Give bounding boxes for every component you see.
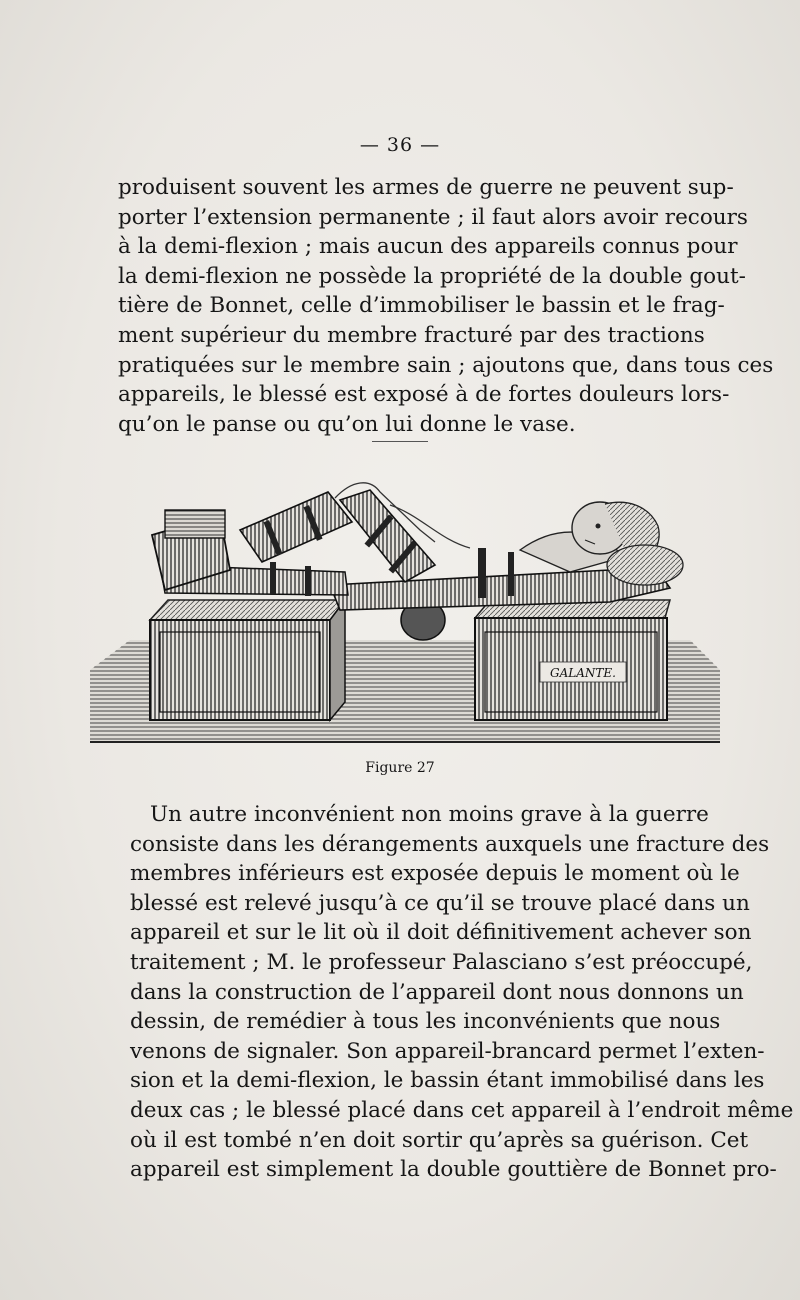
figure-caption: Figure 27 <box>365 760 435 776</box>
text-line: qu’on le panse ou qu’on lui donne le vase. <box>118 411 576 437</box>
left-box <box>150 600 345 720</box>
text-line: dans la construction de l’appareil dont nous donnons un <box>130 979 744 1005</box>
paragraph-2 <box>130 800 794 1185</box>
text-line: Un autre inconvénient non moins grave à la guerre <box>150 802 709 827</box>
page-number: — 36 — <box>359 134 441 156</box>
text-line: appareil et sur le lit où il doit définitivement achever son <box>130 920 752 946</box>
text-line: venons de signaler. Son appareil-brancard permet l’exten- <box>130 1038 765 1064</box>
text-line: pratiquées sur le membre sain ; ajoutons que, dans tous ces <box>118 352 774 378</box>
text-line: appareils, le blessé est exposé à de fortes douleurs lors- <box>118 382 730 408</box>
figure-illustration <box>90 470 720 750</box>
text-line: blessé est relevé jusqu’à ce qu’il se trouve placé dans un <box>130 890 750 916</box>
text-line: porter l’extension permanente ; il faut alors avoir recours <box>118 204 748 230</box>
text-line: appareil est simplement la double gouttière de Bonnet pro- <box>130 1157 777 1183</box>
text-line: membres inférieurs est exposée depuis le moment où le <box>130 861 740 887</box>
text-line: traitement ; M. le professeur Palasciano s’est préoccupé, <box>130 949 753 975</box>
text-line: sion et la demi-flexion, le bassin étant immobilisé dans les <box>130 1068 765 1094</box>
text-line: la demi-flexion ne possède la propriété de la double gout- <box>118 263 746 289</box>
text-line: produisent souvent les armes de guerre ne peuvent sup- <box>118 175 734 200</box>
text-line: où il est tombé n’en doit sortir qu’après sa guérison. Cet <box>130 1127 749 1153</box>
right-box <box>475 600 670 720</box>
text-line: dessin, de remédier à tous les inconvénients que nous <box>130 1009 721 1035</box>
paragraph-1 <box>118 173 774 439</box>
box-label: GALANTE. <box>550 666 616 680</box>
separator-rule <box>372 441 428 442</box>
text-line: consiste dans les dérangements auxquels une fracture des <box>130 831 770 857</box>
text-line: ment supérieur du membre fracturé par des tractions <box>118 322 705 348</box>
stretcher-engraving <box>90 470 720 750</box>
gutter-apparatus <box>152 483 683 610</box>
text-line: tière de Bonnet, celle d’immobiliser le bassin et le frag- <box>118 293 725 319</box>
text-line: à la demi-flexion ; mais aucun des appareils connus pour <box>118 234 738 260</box>
text-line: deux cas ; le blessé placé dans cet appareil à l’endroit même <box>130 1097 794 1123</box>
